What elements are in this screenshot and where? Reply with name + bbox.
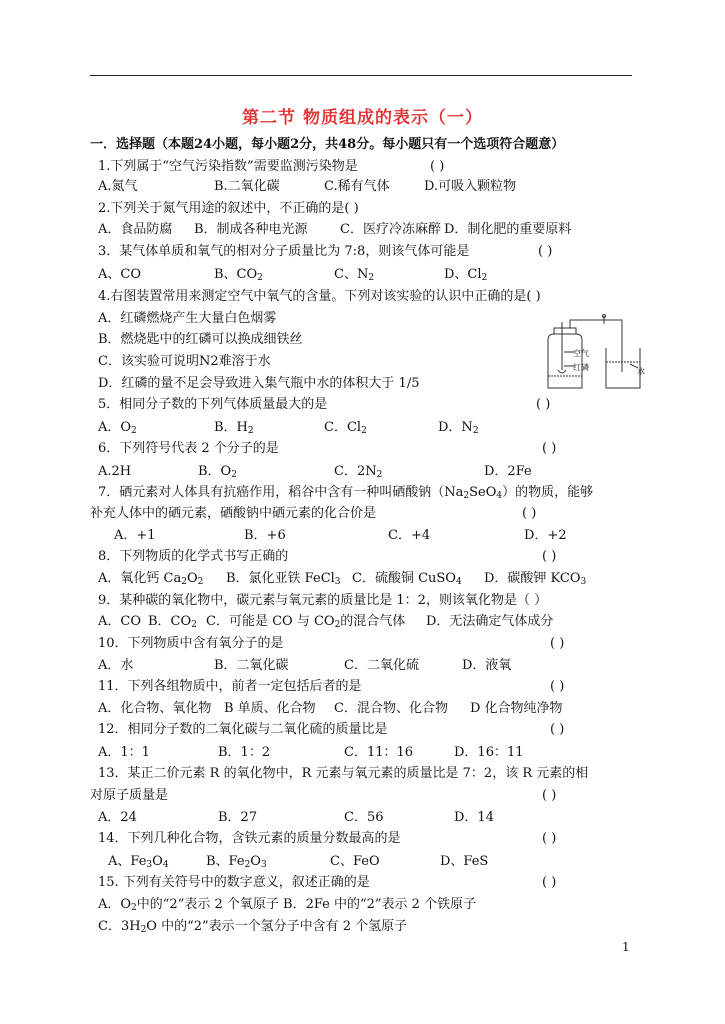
label-phosphorus: 红磷 (573, 363, 589, 372)
label-air: 空气 (573, 349, 589, 358)
question-5: 5．相同分子数的下列气体质量最大的是 ( ) (98, 397, 551, 412)
section-heading: 一．选择题（本题24小题，每小题2分，共48分。每小题只有一个选项符合题意） (90, 137, 565, 152)
gas-bottle (548, 334, 582, 388)
label-water: 水 (637, 367, 645, 376)
question-4-option-c: C．该实验可说明N2难溶于水 (98, 354, 271, 369)
question-4-option-b: B．燃烧匙中的红磷可以换成细铁丝 (98, 332, 303, 347)
question-14: 14．下列几种化合物，含铁元素的质量分数最高的是 ( ) (98, 831, 557, 846)
question-10: 10．下列物质中含有氧分子的是 ( ) (98, 636, 565, 651)
page-number: 1 (622, 940, 630, 954)
question-15: 15. 下列有关符号中的数字意义，叙述正确的是 ( ) (98, 875, 557, 890)
question-6: 6．下列符号代表 2 个分子的是 ( ) (98, 441, 557, 456)
question-8: 8．下列物质的化学式书写正确的 ( ) (98, 549, 557, 564)
question-4-option-d: D．红磷的量不足会导致进入集气瓶中水的体积大于 1/5 (98, 376, 420, 391)
header-rule (90, 75, 632, 76)
question-7: 7．硒元素对人体具有抗癌作用，稻谷中含有一种叫硒酸钠$(Na_2SeO_4)$的物质，能够 (98, 485, 594, 501)
question-15-options-ab: A．$O_2$中的“2”表示 2 个氧原子 B．2Fe 中的“2”表示 2 个铁原子 (98, 897, 477, 913)
bottle-stopper (554, 328, 576, 334)
question-15-option-c: C．$3H_2O$ 中的“2”表示一个氢分子中含有 2 个氢原子 (98, 919, 408, 935)
question-11: 11．下列各组物质中，前者一定包括后者的是 ( ) (98, 679, 565, 694)
question-4: 4.右图装置常用来测定空气中氧气的含量。下列对该实验的认识中正确的是( ) (98, 289, 541, 304)
question-9: 9．某种碳的氧化物中，碳元素与氧元素的质量比是 1：2，则该氧化物是（ ） (98, 593, 548, 608)
question-13: 13．某正二价元素 R 的氧化物中，R 元素与氧元素的质量比是 7：2，该 R 元素的相 (98, 766, 589, 781)
question-7-continued: 补充人体中的硒元素，硒酸钠中硒元素的化合价是 ( ) (90, 506, 537, 521)
question-1: 1.下列属于“空气污染指数”需要监测污染物是 ( ) (98, 159, 445, 174)
question-13-continued: 对原子质量是 ( ) (90, 788, 557, 803)
beaker (606, 348, 640, 388)
question-4-option-a: A．红磷燃烧产生大量白色烟雾 (98, 311, 277, 326)
apparatus-figure (540, 312, 645, 392)
question-12: 12．相同分子数的二氧化碳与二氧化硫的质量比是 ( ) (98, 722, 565, 737)
question-2: 2.下列关于氮气用途的叙述中，不正确的是( ) (98, 201, 359, 216)
page-title: 第二节 物质组成的表示（一） (242, 108, 483, 128)
question-3: 3．某气体单质和氧气的相对分子质量比为 7:8，则该气体可能是 ( ) (98, 244, 553, 259)
